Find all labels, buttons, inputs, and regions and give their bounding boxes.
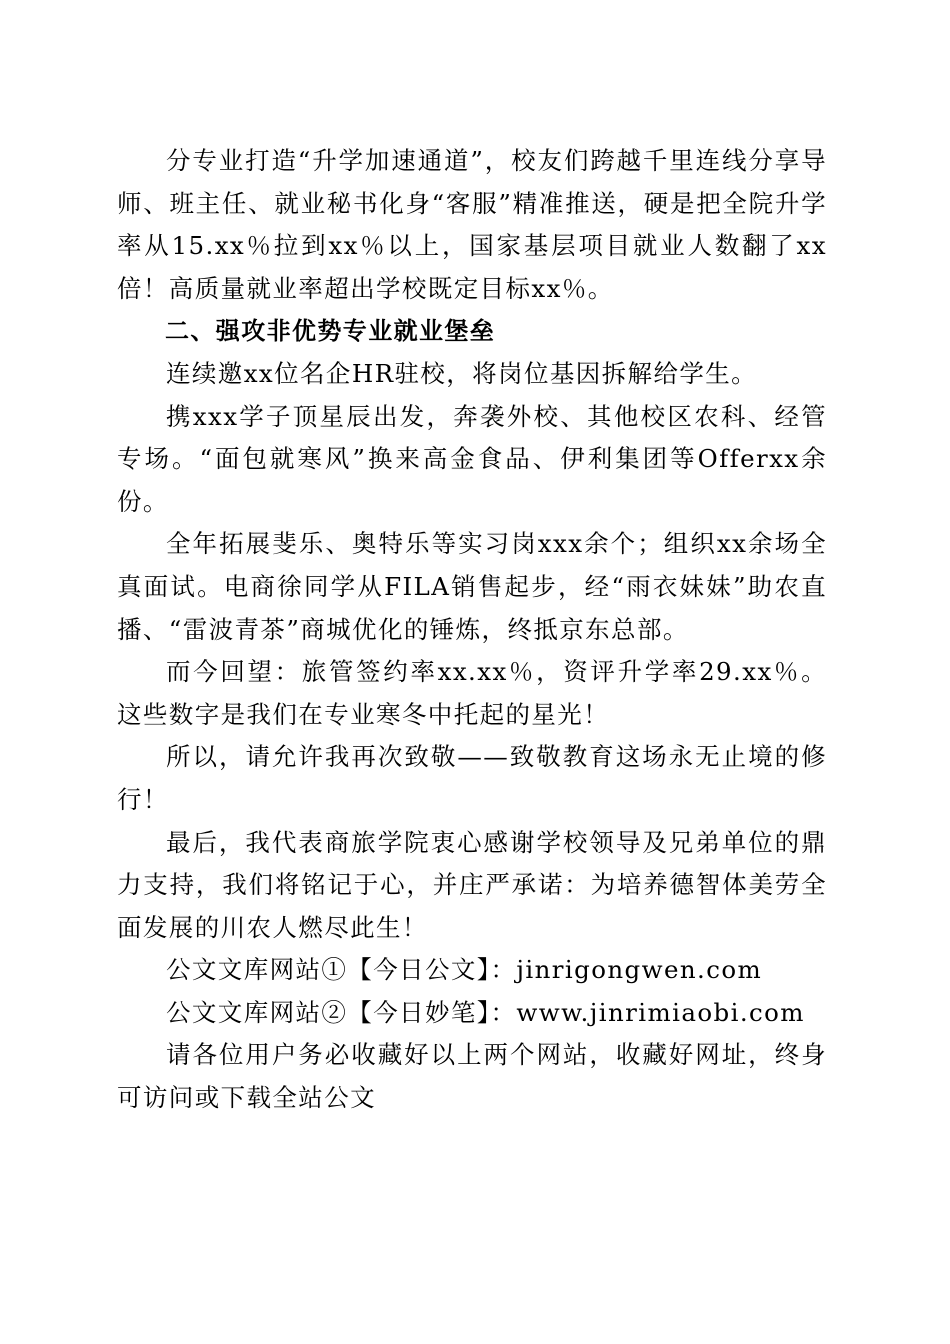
paragraph-upgrade-channel: 分专业打造“升学加速通道”，校友们跨越千里连线分享导师、班主任、就业秘书化身“客服”精准推送，硬是把全院升学率从15.xx％拉到xx％以上，国家基层项目就业人数翻了xx倍！高质量就业率超出学校既定目标xx％。 [117,146,827,303]
paragraph-statistics: 而今回望：旅管签约率xx.xx％，资评升学率29.xx％。这些数字是我们在专业寒冬中托起的星光！ [117,657,827,729]
paragraph-internships: 全年拓展斐乐、奥特乐等实习岗xxx余个；组织xx余场全真面试。电商徐同学从FILA销售起步，经“雨衣妹妹”助农直播、“雷波青茶”商城优化的锤炼，终抵京东总部。 [117,529,827,644]
paragraph-thanks: 最后，我代表商旅学院衷心感谢学校领导及兄弟单位的鼎力支持，我们将铭记于心，并庄严承诺：为培养德智体美劳全面发展的川农人燃尽此生！ [117,827,827,942]
website-line-1: 公文文库网站①【今日公文】：jinrigongwen.com [166,955,763,985]
paragraph-tribute: 所以，请允许我再次致敬——致敬教育这场永无止境的修行！ [117,742,827,814]
document-body [117,140,827,1120]
bookmark-notice: 请各位用户务必收藏好以上两个网站，收藏好网址，终身可访问或下载全站公文 [117,1040,827,1113]
website-line-2: 公文文库网站②【今日妙笔】：www.jinrimiaobi.com [166,997,805,1027]
paragraph-job-fairs: 携xxx学子顶星辰出发，奔袭外校、其他校区农科、经管专场。“面包就寒风”换来高金食品、伊利集团等Offerxx余份。 [117,401,827,516]
paragraph-hr-invite: 连续邀xx位名企HR驻校，将岗位基因拆解给学生。 [166,358,758,388]
section-heading: 二、强攻非优势专业就业堡垒 [165,317,496,346]
